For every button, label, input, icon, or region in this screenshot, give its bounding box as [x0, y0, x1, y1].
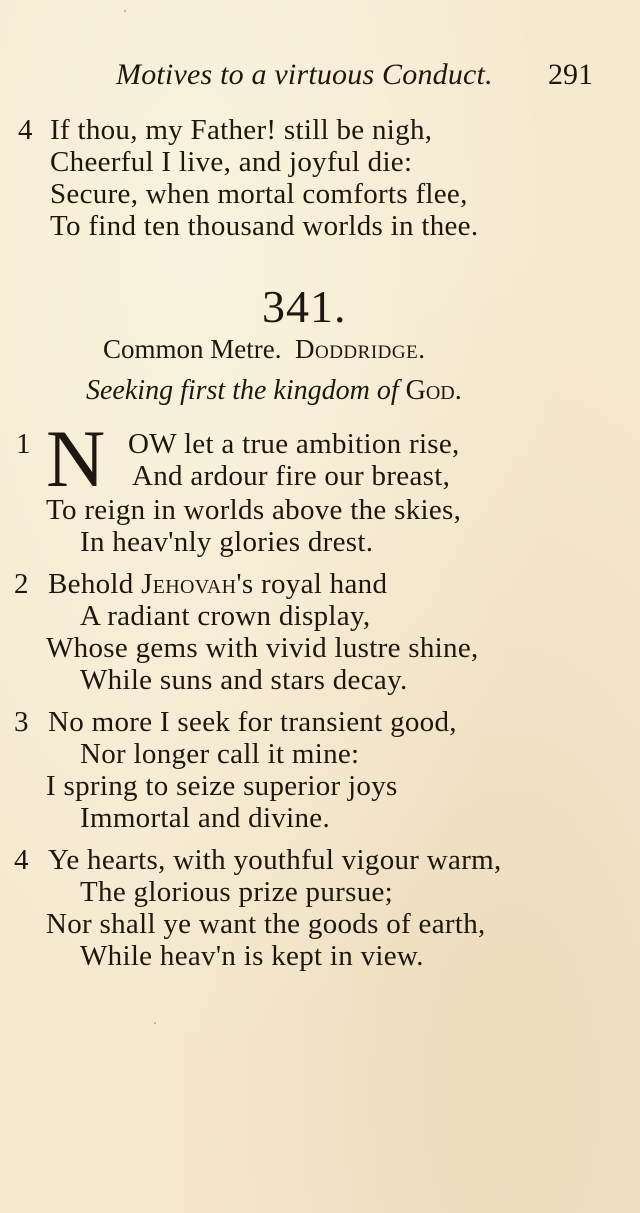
verse-number: 3: [14, 706, 29, 738]
hymn-subtitle-name: God.: [405, 375, 462, 406]
verse-line: I spring to seize superior joys: [46, 770, 398, 802]
verse-number: 4: [14, 844, 29, 876]
verse-line: And ardour fire our breast,: [132, 460, 451, 492]
prev-verse-number: 4: [18, 114, 33, 146]
verse-line: Nor shall ye want the goods of earth,: [46, 908, 486, 940]
verse-line: The glorious prize pursue;: [80, 876, 394, 908]
verse-line: While heav'n is kept in view.: [80, 940, 424, 972]
verse-line: Whose gems with vivid lustre shine,: [46, 632, 479, 664]
verse-line: A radiant crown display,: [80, 600, 371, 632]
hymn-author: Doddridge.: [294, 334, 426, 364]
page-number: 291: [548, 58, 593, 91]
verse-line: To reign in worlds above the skies,: [46, 494, 462, 526]
prev-verse-line: Cheerful I live, and joyful die:: [50, 146, 413, 178]
verse-line: Ye hearts, with youthful vigour warm,: [48, 844, 502, 876]
verse-line: No more I seek for transient good,: [48, 706, 457, 738]
prev-verse-line: Secure, when mortal comforts flee,: [50, 178, 468, 210]
divine-name: Jehovah: [141, 568, 237, 600]
prev-verse-line: To find ten thousand worlds in thee.: [50, 210, 479, 242]
verse-line: Nor longer call it mine:: [80, 738, 360, 770]
drop-cap: N: [46, 413, 106, 504]
hymn-metre-author: [103, 334, 425, 365]
verse-line: Immortal and divine.: [80, 802, 331, 834]
paper-speck: [154, 1022, 156, 1024]
verse-line: OW let a true ambition rise,: [128, 428, 460, 460]
verse-number: 1: [16, 428, 31, 460]
hymn-subtitle: [86, 375, 462, 407]
verse-text: Behold: [48, 568, 134, 600]
hymn-subtitle-text: Seeking first the kingdom of: [86, 375, 399, 406]
verse-line: While suns and stars decay.: [80, 664, 408, 696]
verse-line: [48, 568, 387, 601]
verse-line: In heav'nly glories drest.: [80, 526, 374, 558]
verse-text: 's royal hand: [236, 568, 388, 600]
prev-verse-line: If thou, my Father! still be nigh,: [50, 114, 433, 146]
verse-number: 2: [14, 568, 29, 600]
hymn-number: 341.: [262, 281, 347, 332]
paper-speck: [124, 10, 126, 12]
hymn-metre: Common Metre.: [103, 334, 282, 364]
running-title: Motives to a virtuous Conduct.: [116, 58, 493, 91]
